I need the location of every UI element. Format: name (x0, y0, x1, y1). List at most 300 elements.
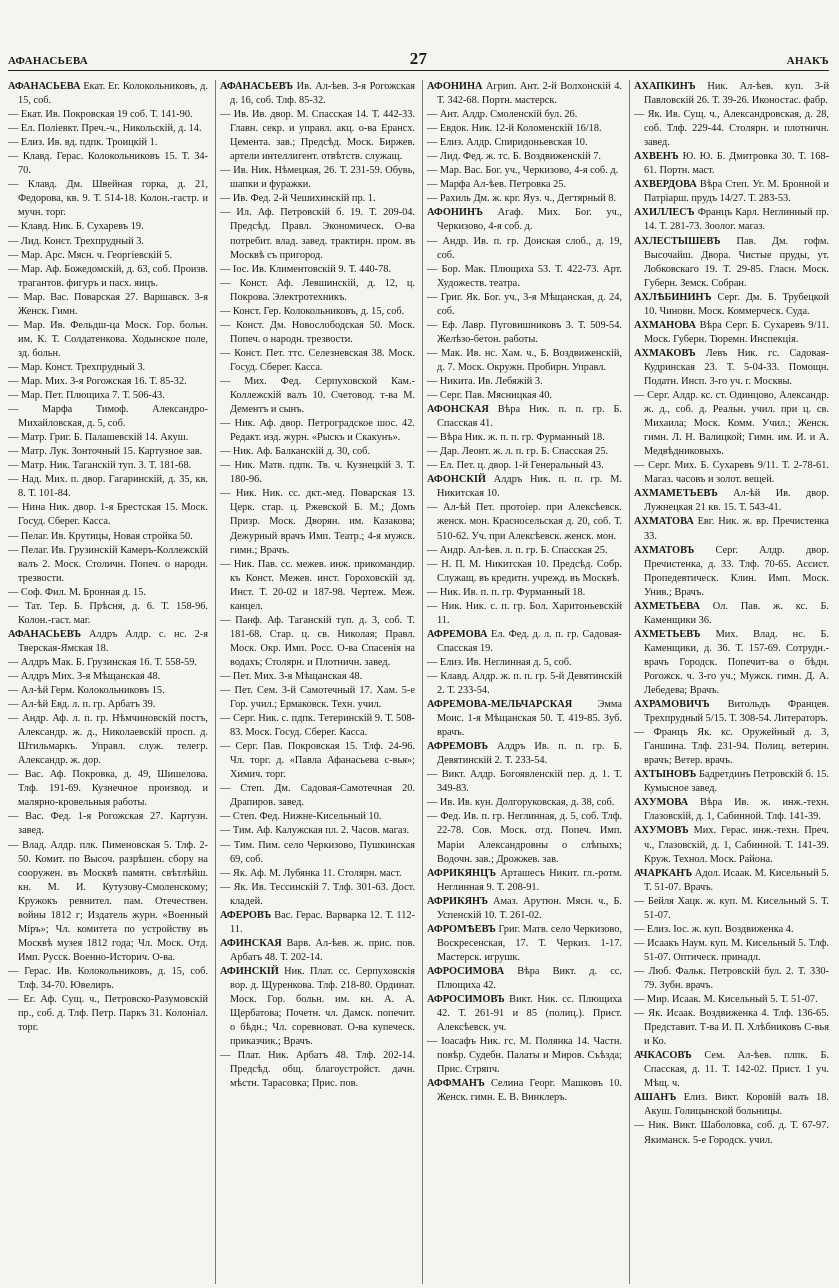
directory-entry (8, 108, 208, 122)
entry-text: Евг. Ник. ж. вр. Пречистенка 33. (644, 516, 829, 542)
directory-entry (634, 895, 829, 923)
entry-text: Серг. Алдр. двор. Пречистенка, д. 33. Тлф. 70-65. Ассист. Пропедевтическ. Клин. Имп. Моск. Унив.; Врачъ. (644, 544, 829, 598)
entry-text: Агрип. Ант. 2-й Волхонскій 4. Т. 342-68. Портн. мастерск. (437, 81, 622, 107)
column-1 (8, 80, 208, 1284)
entry-text: — Ник. Викт. Шаболовка, соб. д. Т. 67-97. Якиманск. 5-е Городск. учил. (634, 1120, 829, 1146)
directory-entry (427, 431, 622, 445)
entry-text: Алдръ Алдр. с. нс. 2-я Тверская-Ямская 18. (18, 628, 208, 654)
entry-text: — Викт. Алдр. Богоявленскій пер. д. 1. Т. 349-83. (427, 769, 622, 795)
entry-text: — Мар. Ив. Фельдш-ца Моск. Гор. больн. им. К. Т. Солдатенкова. Ходынское поле, зд. больн. (8, 319, 208, 359)
entry-text: — Ил. Аф. Петровскій б. 19. Т. 209-04. Предсѣд. Правл. Экономическ. О-ва потребит. влад. завед. трактирн. пром. въ Москвѣ съ пригород. (220, 207, 415, 261)
entry-text: Эмма Моис. 1-я Мѣщанская 50. Т. 419-85. Зуб. врачъ. (437, 699, 622, 739)
entry-surname: АХТЫНОВЪ (634, 769, 697, 781)
entry-text: — Нина Ник. двор. 1-я Брестская 15. Моск. Госуд. Сберег. Касса. (8, 502, 208, 528)
directory-entry (220, 824, 415, 838)
directory-entry (8, 839, 208, 965)
directory-entry (427, 1035, 622, 1077)
entry-surname: АФРОСИМОВА (427, 965, 505, 977)
directory-entry (427, 656, 622, 670)
entry-text: — Влад. Алдр. плк. Пименовская 5. Тлф. 2-50. Комит. по Высоч. разрѣшен. сбору на сооружен. въ Москвѣ памятн. свѣтлѣйш. кн. М. И. Кутузову-Смоленскому; Кружокъ ревнител. пам. Отечествен. войны 1812 г; Издатель журн. «Военный Міръ»; Чл. комитета по устройству въ Москвѣ музея 1812 года; Чл. Моск. Отд. Имп. Русск. Военно-Историч. О-ва. (8, 839, 208, 963)
entry-text: — Серг. Мих. Б. Сухаревъ 9/11. Т. 2-78-61. Магаз. часовъ и золот. вещей. (634, 460, 829, 486)
entry-text: Адол. Исаак. М. Кисельный 5. Т. 51-07. Врачъ. (644, 867, 829, 893)
entry-surname: АФРЕМОВА (427, 628, 488, 640)
entry-text: — Фед. Ив. п. гр. Неглинная, д. 5, соб. Тлф. 22-78. Сов. Моск. отд. Попеч. Имп. Маріи Александровны о слѣпыхъ; Водочн. зав.; Дрожжев. зав. (427, 811, 622, 865)
entry-text: Ник. Ал-ѣев. куп. 3-й Павловскій 26. Т. 39-26. Иконостас. фабр. (644, 81, 829, 107)
directory-entry (8, 150, 208, 178)
directory-entry (8, 220, 208, 234)
entry-surname: АХРАМОВИЧЪ (634, 699, 710, 711)
directory-entry (427, 628, 622, 656)
entry-text: — Вѣра Ник. ж. п. п. гр. Фурманный 18. (427, 432, 605, 444)
entry-text: — Андр. Ив. п. гр. Донская слоб., д. 19, соб. (427, 235, 622, 261)
entry-surname: АФРЕМОВЪ (427, 741, 488, 753)
directory-entry (8, 993, 208, 1035)
entry-text: — Вас. Фед. 1-я Рогожская 27. Картузн. завед. (8, 811, 208, 837)
entry-text: — Ник. Аф. Балканскій д. 30, соб. (220, 446, 371, 458)
directory-entry (427, 445, 622, 459)
entry-surname: АХУМОВА (634, 797, 689, 809)
entry-text: — Андр. Ал-ѣев. л. п. гр. Б. Спасская 25. (427, 544, 608, 556)
entry-surname: АХВЕНЪ (634, 151, 679, 163)
entry-text: — Клавд. Герас. Колокольниковъ 15. Т. 34-70. (8, 151, 208, 177)
entry-text: — Іос. Ив. Климентовскій 9. Т. 440-78. (220, 263, 392, 275)
directory-entry (634, 796, 829, 824)
entry-text: — Серг. Ник. с. пдпк. Тетеринскій 9. Т. 508-83. Моск. Госуд. Сберег. Касса. (220, 713, 415, 739)
entry-text: — Як. Исаак. Воздвиженка 4. Тлф. 136-65. Представит. Т-ва И. П. Хлѣбниковъ С-вья и Ко. (634, 1008, 829, 1048)
directory-entry (634, 993, 829, 1007)
directory-entry (427, 150, 622, 164)
directory-entry (634, 698, 829, 726)
entry-surname: АХЛѢБИНИНЪ (634, 291, 712, 303)
directory-entry (634, 1049, 829, 1091)
directory-entry (634, 726, 829, 768)
entry-text: — Ел. Поліевкт. Преч.-ч., Никольскій, д. 14. (8, 123, 202, 135)
directory-entry (220, 909, 415, 937)
directory-entry (427, 698, 622, 740)
entry-text: — Пелаг. Ив. Грузинскій Камеръ-Коллежскій валъ 2. Моск. Столичн. Попеч. о народн. трезвости. (8, 544, 208, 584)
directory-entry (8, 249, 208, 263)
directory-entry (634, 965, 829, 993)
entry-text: — Серг. Пав. Мясницкая 40. (427, 390, 552, 402)
entry-text: — Лид. Фед. ж. тс. Б. Воздвиженскій 7. (427, 151, 601, 163)
directory-entry (634, 628, 829, 698)
entry-text: — Матр. Григ. Б. Палашевскій 14. Акуш. (8, 432, 189, 444)
directory-entry (220, 263, 415, 277)
directory-entry (634, 291, 829, 319)
directory-entry (427, 740, 622, 768)
entry-text: — Вас. Аф. Покровка, д. 49, Шишелова. Тлф. 191-69. Кузнечное производ. и малярно-кровельныя работы. (8, 769, 208, 809)
entry-text: — Пет. Сем. 3-й Самотечный 17. Хам. 5-е Гор. учил.; Ермаковск. Техн. учил. (220, 685, 415, 711)
directory-entry (8, 122, 208, 136)
entry-text: Левъ Ник. гс. Садовая-Кудринская 23. Т. 5-04-33. Помощн. Податн. Инсп. 3-го уч. г. Москвы. (644, 347, 829, 387)
entry-text: Вѣра Ник. п. п. гр. Б. Спасская 41. (437, 404, 622, 430)
directory-entry (8, 965, 208, 993)
entry-text: Ю. Ю. Б. Дмитровка 30. Т. 168-61. Портн. маст. (644, 151, 829, 177)
directory-entry (427, 768, 622, 796)
directory-entry (220, 347, 415, 375)
directory-entry (8, 530, 208, 544)
directory-entry (634, 459, 829, 487)
entry-text: — Андр. Аф. л. п. гр. Нѣмчиновскій постъ, Александр. ж. д., Николаевскій просп. д. Штильмаркъ. Управл. служ. телегр. Александр. ж. дор. (8, 713, 208, 767)
entry-text: Вѣра Викт. д. сс. Плющиха 42. (437, 965, 622, 991)
directory-entry (427, 558, 622, 586)
directory-entry (220, 1049, 415, 1091)
directory-entry (220, 881, 415, 909)
directory-entry (427, 136, 622, 150)
page-number: 27 (409, 49, 428, 68)
directory-entry (634, 867, 829, 895)
entry-text: — Ал-ѣй Пет. протоіер. при Алексѣевск. женск. мон. Красносельская д. 20, соб. Т. 510-62. Уч. при Алексѣевск. женск. мон. (427, 502, 622, 542)
entry-text: — Ант. Алдр. Смоленскій бул. 26. (427, 109, 578, 121)
directory-entry (427, 263, 622, 291)
directory-entry (8, 389, 208, 403)
entry-text: — Евдок. Ник. 12-й Коломенскій 16/18. (427, 123, 602, 135)
directory-entry (8, 445, 208, 459)
entry-surname: АФОНСКІЙ (427, 474, 486, 486)
directory-entry (220, 108, 415, 164)
directory-entry (634, 515, 829, 543)
entry-surname: АЧАРКАНЪ (634, 867, 693, 879)
directory-entry (427, 347, 622, 375)
entry-text: — Клавд. Дм. Швейная горка, д. 21, Федорова, кв. 9. Т. 514-18. Колон.-гастр. и мучн. торг. (8, 179, 208, 219)
directory-entry (427, 501, 622, 543)
entry-text: Вѣра Ив. ж. инж.-техн. Глазовскій, д. 1, Сабинной. Тлф. 141-39. (644, 797, 829, 823)
directory-entry (8, 768, 208, 810)
header-right-guide-word: АНАКЪ (786, 55, 829, 67)
directory-entry (220, 192, 415, 206)
entry-text: — Еф. Лавр. Пуговишниковъ 3. Т. 509-54. Желѣзо-бетон. работы. (427, 319, 622, 345)
entry-text: Вѣра Серг. Б. Сухаревъ 9/11. Моск. Губерн. Тюремн. Инспекція. (644, 319, 829, 345)
column-2 (215, 80, 415, 1284)
entry-surname: АХЛЕСТЫШЕВЪ (634, 235, 721, 247)
entry-text: — Францъ Як. кс. Оружейный д. 3, Ганшина. Тлф. 231-94. Полиц. ветерин. врачъ; Ветер. врачъ. (634, 727, 829, 767)
entry-text: — Рахиль Дм. ж. крг. Яуз. ч., Дегтярный 8. (427, 193, 616, 205)
directory-entry (220, 867, 415, 881)
directory-entry (427, 108, 622, 122)
entry-text: — Ив. Фед. 2-й Чешихинскій пр. 1. (220, 193, 376, 205)
directory-entry (634, 824, 829, 866)
entry-text: — Конст. Пет. ттс. Селезневская 38. Моск. Госуд. Сберег. Касса. (220, 347, 415, 373)
directory-entry (8, 698, 208, 712)
directory-entry (8, 375, 208, 389)
entry-surname: АХМАМЕТЬЕВЪ (634, 488, 718, 500)
entry-text: — Ал-ѣй Герм. Колокольниковъ 15. (8, 685, 165, 697)
directory-entry (427, 544, 622, 558)
entry-text: — Клавд. Алдр. ж. п. п. гр. 5-й Девятинскій 2. Т. 233-54. (427, 670, 622, 697)
directory-entry (8, 178, 208, 220)
entry-surname: АФРЕМОВА-МЕЛЬЧАРСКАЯ (427, 699, 573, 711)
entry-surname: АФРОСИМОВЪ (427, 994, 505, 1006)
entry-text: — Ник. Матв. пдпк. Тв. ч. Кузнецкій 3. Т. 180-96. (220, 460, 415, 486)
directory-entry (220, 684, 415, 712)
entry-surname: АХМЕТЬЕВА (634, 600, 700, 612)
entry-text: Сем. Ал-ѣев. плпк. Б. Спасская, д. 11. Т. 142-02. Прист. 1 уч. Мѣщ. ч. (644, 1050, 829, 1090)
directory-entry (427, 291, 622, 319)
entry-surname: АФРИКЯНЦЪ (427, 867, 497, 879)
directory-entry (427, 600, 622, 628)
entry-text: Екат. Ег. Колокольниковъ, д. 15, соб. (18, 81, 208, 107)
entry-text: — Конст. Гер. Колокольниковъ, д. 15, соб. (220, 305, 405, 317)
entry-text: — Ив. Ник. Нѣмецкая, 26. Т. 231-59. Обувь, шапки и фуражки. (220, 165, 415, 191)
entry-text: — Мар. Конст. Трехпрудный 3. (8, 361, 146, 373)
entry-surname: АФФМАНЪ (427, 1078, 485, 1090)
directory-entry (634, 150, 829, 178)
directory-entry (427, 178, 622, 192)
entry-surname: АФАНАСЬЕВЪ (8, 628, 81, 640)
entry-text: — Мир. Исаак. М. Кисельный 5. Т. 51-07. (634, 994, 818, 1006)
directory-entry (427, 965, 622, 993)
directory-entry (8, 684, 208, 698)
entry-text: — Марфа Ал-ѣев. Петровка 25. (427, 179, 567, 191)
entry-text: — Ег. Аф. Сущ. ч., Петровско-Разумовскій пр., соб. д. Тлф. Петр. Паркъ 31. Колоніал. торг. (8, 994, 208, 1034)
entry-text: — Лид. Конст. Трехпрудный 3. (8, 235, 144, 247)
entry-text: — Ив. Ив. кун. Долгоруковская, д. 38, соб. (427, 797, 615, 809)
entry-text: Ник. Плат. сс. Серпуховскія вор. д. Щуренкова. Тлф. 218-80. Ординат. Моск. Гор. больн. им. кн. А. А. Щербатова; Почетн. чл. Дамск. попечит. о бѣдн.; Чл. соревноват. О-ва купеческ. приказчик.; Врачъ. (230, 965, 415, 1048)
entry-text: — Елиз. Ив. Неглинная д. 5, соб. (427, 656, 572, 668)
directory-entry (220, 164, 415, 192)
entry-text: — Степ. Дм. Садовая-Самотечная 20. Драпиров. завед. (220, 783, 415, 809)
entry-surname: АХМАКОВЪ (634, 347, 696, 359)
entry-text: — Елиз. Іос. ж. куп. Воздвиженка 4. (634, 923, 794, 935)
entry-text: — Ник. Пав. сс. межев. инж. прикомандир. къ Конст. Межев. инст. Гороховскій зд. Инст. Т. 20-02 и 187-98. Чертеж. Меж. канцел. (220, 558, 415, 612)
directory-entry (8, 431, 208, 445)
entry-text: — Ник. Ив. п. п. гр. Фурманный 18. (427, 586, 586, 598)
directory-entry (427, 389, 622, 403)
directory-entry (8, 80, 208, 108)
entry-surname: АФЕРОВЪ (220, 909, 272, 921)
directory-entry (8, 473, 208, 501)
entry-text: — Матр. Лук. Зонточный 15. Картузное зав. (8, 446, 203, 458)
running-head (8, 48, 829, 71)
directory-entry (220, 965, 415, 1049)
entry-surname: АФРОМѢЕВЪ (427, 923, 496, 935)
directory-entry (634, 1007, 829, 1049)
directory-entry (634, 389, 829, 459)
entry-text: Серг. Дм. Б. Трубецкой 10. Чиновн. Моск. Коммерческ. Суда. (644, 291, 829, 317)
entry-surname: АХУМОВЪ (634, 825, 689, 837)
entry-text: Алдръ Ив. п. п. гр. Б. Девятинскій 2. Т. 233-54. (437, 741, 622, 767)
directory-entry (634, 600, 829, 628)
entry-text: — Іоасафъ Ник. гс. М. Полянка 14. Частн. повѣр. Судебн. Палаты и Миров. Съѣзда; Прис. Стряпч. (427, 1036, 622, 1076)
directory-entry (8, 291, 208, 319)
directory-entry (8, 810, 208, 838)
directory-entry (427, 1077, 622, 1105)
entry-text: — Бейля Хацк. ж. куп. М. Кисельный 5. Т. 51-07. (634, 895, 829, 921)
entry-text: Францъ Карл. Неглинный пр. 14. Т. 281-73. Зоолог. магаз. (644, 207, 829, 233)
directory-entry (634, 235, 829, 291)
entry-surname: АФОНСКАЯ (427, 404, 489, 416)
directory-entry (427, 473, 622, 501)
entry-text: Пав. Дм. гофм. Высочайш. Двора. Чистые пруды, ут. Лобковскаго 19. Т. 29-85. Гласн. Моск. Губерн. Земск. Собран. (644, 235, 829, 289)
entry-text: — Григ. Як. Бог. уч., 3-я Мѣщанская, д. 24, соб. (427, 291, 622, 317)
directory-entry (427, 375, 622, 389)
directory-columns (8, 80, 829, 1284)
directory-entry (220, 319, 415, 347)
directory-entry (8, 136, 208, 150)
directory-entry (8, 501, 208, 529)
entry-text: — Соф. Фил. М. Бронная д. 15. (8, 586, 146, 598)
entry-surname: АЧКАСОВЪ (634, 1050, 692, 1062)
directory-entry (8, 263, 208, 291)
entry-text: — Плат. Ник. Арбатъ 48. Тлф. 202-14. Предсѣд. общ. благоустройст. дачн. мѣстн. Тарасовка; Прис. пов. (220, 1050, 415, 1090)
entry-text: Вас. Герас. Варварка 12. Т. 112-11. (230, 909, 415, 935)
directory-entry (634, 108, 829, 150)
entry-text: Агаф. Мих. Бог. уч., Черкизово, 4-я соб. д. (437, 207, 622, 233)
directory-entry (220, 614, 415, 670)
entry-text: — Никита. Ив. Лебяжій 3. (427, 375, 543, 387)
directory-entry (427, 796, 622, 810)
entry-text: — Ник. Ник. сс. дкт.-мед. Поварская 13. Церк. стар. ц. Ржевской Б. М.; Домъ Призр. Моск. Дворян. им. Казакова; Дежурный врачъ Имп. Театр.; 4-я мужск. гимн.; Врачъ. (220, 488, 415, 556)
directory-entry (634, 206, 829, 234)
entry-text: Селина Георг. Машковъ 10. Женск. гимн. Е. В. Винклеръ. (437, 1078, 622, 1104)
entry-text: — Дар. Леонт. ж. л. п. гр. Б. Спасская 25. (427, 446, 609, 458)
entry-text: Григ. Матв. село Черкизово, Воскресенская, 17. Т. Черкиз. 1-17. Мастерск. игрушк. (437, 923, 622, 963)
directory-entry (427, 459, 622, 473)
entry-text: — Конст. Аф. Левшинскій, д. 12, ц. Покрова. Электротехникъ. (220, 277, 415, 303)
entry-text: — Екат. Ив. Покровская 19 соб. Т. 141-90. (8, 109, 193, 121)
entry-text: Ал-ѣй Ив. двор. Лужнецкая 21 кв. 15. Т. 543-41. (644, 488, 829, 514)
directory-entry (634, 544, 829, 600)
entry-text: — Ник. Ник. с. п. гр. Бол. Харитоньевскій 11. (427, 600, 622, 626)
entry-text: — Мак. Ив. нс. Хам. ч., Б. Воздвиженскій, д. 7. Моск. Окружн. Пробирн. Управл. (427, 347, 622, 373)
entry-surname: АФАНАСЬЕВА (8, 81, 81, 92)
entry-text: — Н. П. М. Никитская 10. Предсѣд. Собр. Служащ. въ кредитн. учрежд. въ Москвѣ. (427, 558, 622, 584)
entry-surname: АФОНИНА (427, 81, 483, 92)
entry-text: Мих. Влад. нс. Б. Каменщики, д. 36. Т. 157-69. Сотрудн.-врачъ Городск. Попечит-ва о бѣдн. Рогожск. ч. 3-го уч.; Мужск. гимн. Д. А. Лебедева; Врачъ. (644, 628, 829, 697)
directory-entry (427, 319, 622, 347)
directory-entry (427, 867, 622, 895)
entry-text: — Пет. Мих. 3-я Мѣщанская 48. (220, 670, 363, 682)
entry-text: Амаз. Арутюн. Мясн. ч., Б. Успенскій 10. Т. 261-02. (437, 895, 622, 921)
entry-text: Вѣра Степ. Уг. М. Бронной и Патріарш. прудъ 14/27. Т. 283-53. (644, 179, 829, 205)
directory-entry (8, 459, 208, 473)
entry-text: Витольдъ Францев. Трехпрудный 5/15. Т. 308-54. Литераторъ. (644, 699, 829, 725)
entry-text: — Алдръ Мак. Б. Грузинская 16. Т. 558-59. (8, 656, 197, 668)
directory-entry (634, 923, 829, 937)
entry-text: — Конст. Дм. Новослободская 50. Моск. Попеч. о народн. трезвости. (220, 319, 415, 345)
directory-entry (8, 600, 208, 628)
entry-text: — Панф. Аф. Таганскій туп. д. 3, соб. Т. 181-68. Стар. ц. св. Николая; Правл. Моск. Окр. Имп. Росс. О-ва Спасенія на водахъ; Столярн. и Плотничн. завед. (220, 614, 415, 668)
entry-text: Алдръ Ник. п. п. гр. М. Никитская 10. (437, 474, 622, 500)
entry-text: Варв. Ал-ѣев. ж. прис. пов. Арбатъ 48. Т. 202-14. (230, 937, 415, 963)
directory-entry (220, 839, 415, 867)
entry-text: — Елиз. Ив. вд. пдпк. Троицкій 1. (8, 137, 158, 149)
directory-entry (634, 1091, 829, 1119)
directory-entry (220, 459, 415, 487)
entry-text: — Мар. Мих. 3-я Рогожская 16. Т. 85-32. (8, 375, 187, 387)
directory-entry (427, 192, 622, 206)
entry-text: — Степ. Фед. Нижне-Кисельный 10. (220, 811, 382, 823)
entry-text: Бадретдинъ Петровскій б. 15. Кумысное завед. (644, 769, 829, 795)
directory-entry (8, 544, 208, 586)
entry-text: — Над. Мих. п. двор. Гагаринскій, д. 35, кв. 8. Т. 101-84. (8, 474, 208, 500)
directory-entry (634, 319, 829, 347)
entry-text: — Исаакъ Наум. куп. М. Кисельный 5. Тлф. 51-07. Оптическ. принадл. (634, 937, 829, 963)
directory-entry (427, 586, 622, 600)
directory-entry (8, 403, 208, 431)
entry-surname: АХАПКИНЪ (634, 81, 696, 92)
entry-text: — Ел. Пет. ц. двор. 1-й Генеральный 43. (427, 460, 604, 472)
entry-text: — Клавд. Ник. Б. Сухаревъ 19. (8, 221, 144, 233)
directory-entry (427, 164, 622, 178)
directory-entry (220, 206, 415, 262)
entry-text: Ив. Ал-ѣев. 3-я Рогожская д. 16, соб. Тлф. 85-32. (230, 81, 415, 107)
directory-entry (220, 810, 415, 824)
entry-text: — Люб. Фальк. Петровскій бул. 2. Т. 330-79. Зубн. врачъ. (634, 965, 829, 991)
directory-entry (220, 937, 415, 965)
directory-entry (220, 712, 415, 740)
directory-entry (220, 375, 415, 417)
directory-entry (8, 319, 208, 361)
directory-entry (8, 670, 208, 684)
entry-text: Ол. Пав. ж. кс. Б. Каменщики 36. (644, 600, 829, 626)
entry-text: — Як. Аф. М. Лубянка 11. Столярн. маст. (220, 867, 402, 879)
entry-text: Мих. Герас. инж.-техн. Преч. ч., Глазовскій, д. 1, Сабинной. Т. 141-39. Круж. Технол. Моск. Района. (644, 825, 829, 865)
entry-text: — Тим. Пим. село Черкизово, Пушкинская 69, соб. (220, 839, 415, 865)
directory-entry (427, 670, 622, 698)
directory-entry (427, 810, 622, 866)
entry-text: — Елиз. Алдр. Спиридоньевская 10. (427, 137, 588, 149)
entry-text: — Ал-ѣй Евд. л. п. гр. Арбатъ 39. (8, 699, 156, 711)
directory-entry (427, 80, 622, 108)
entry-text: — Тим. Аф. Калужская пл. 2. Часов. магаз. (220, 825, 410, 837)
directory-entry (8, 656, 208, 670)
directory-entry (427, 235, 622, 263)
entry-surname: АХМЕТЬЕВЪ (634, 628, 701, 640)
entry-text: Викт. Ник. сс. Плющиха 42. Т. 261-91 и 85 (полиц.). Прист. Алексѣевск. уч. (437, 994, 622, 1034)
directory-entry (634, 768, 829, 796)
entry-text: — Мих. Фед. Серпуховской Кам.-Коллежскій валъ 10. Счетовод. т-ва М. Дементъ и сынъ. (220, 375, 415, 416)
directory-entry (220, 670, 415, 684)
directory-entry (634, 80, 829, 108)
directory-entry (220, 80, 415, 108)
directory-entry (8, 235, 208, 249)
directory-entry (220, 305, 415, 319)
directory-entry (634, 178, 829, 206)
entry-surname: АФРИКЯНЪ (427, 895, 488, 907)
directory-entry (220, 417, 415, 445)
header-left-guide-word: АФАНАСЬЕВА (8, 55, 89, 67)
directory-entry (220, 782, 415, 810)
directory-entry (634, 347, 829, 389)
entry-surname: АХМАНОВА (634, 319, 696, 331)
entry-text: — Алдръ Мих. 3-я Мѣщанская 48. (8, 670, 161, 682)
directory-entry (634, 937, 829, 965)
directory-entry (427, 206, 622, 234)
directory-entry (634, 487, 829, 515)
directory-entry (220, 558, 415, 614)
entry-text: Ел. Фед. д. л. п. гр. Садовая-Спасская 19. (437, 628, 622, 654)
directory-entry (220, 277, 415, 305)
entry-surname: АФАНАСЬЕВЪ (220, 81, 293, 92)
entry-surname: АФИНСКАЯ (220, 937, 282, 949)
directory-entry (427, 403, 622, 431)
entry-surname: АХИЛЛЕСЪ (634, 207, 695, 219)
entry-text: — Мар. Вас. Бог. уч., Черкизово, 4-я соб. д. (427, 165, 619, 177)
column-3 (422, 80, 622, 1284)
entry-text: — Як. Ив. Сущ. ч., Александровская, д. 28, соб. Тлф. 229-44. Столярн. и плотничн. завед. (634, 109, 829, 149)
directory-entry (220, 487, 415, 557)
entry-surname: АХВЕРДОВА (634, 179, 697, 191)
entry-text: — Марфа Тимоф. Александро-Михайловская, д. 5, соб. (8, 404, 208, 430)
entry-text: — Пелаг. Ив. Крутицы, Новая стройка 50. (8, 530, 193, 542)
directory-entry (8, 586, 208, 600)
entry-text: — Ник. Аф. двор. Петроградское шос. 42. Редакт. изд. журн. «Рыскъ и Скакунъ». (220, 418, 415, 444)
entry-surname: АФИНСКІЙ (220, 965, 279, 977)
entry-text: — Мар. Вас. Поварская 27. Варшавск. 3-я Женск. Гимн. (8, 291, 208, 317)
directory-entry (427, 993, 622, 1035)
entry-text: — Бор. Мак. Плющиха 53. Т. 422-73. Арт. Художеств. театра. (427, 263, 622, 289)
